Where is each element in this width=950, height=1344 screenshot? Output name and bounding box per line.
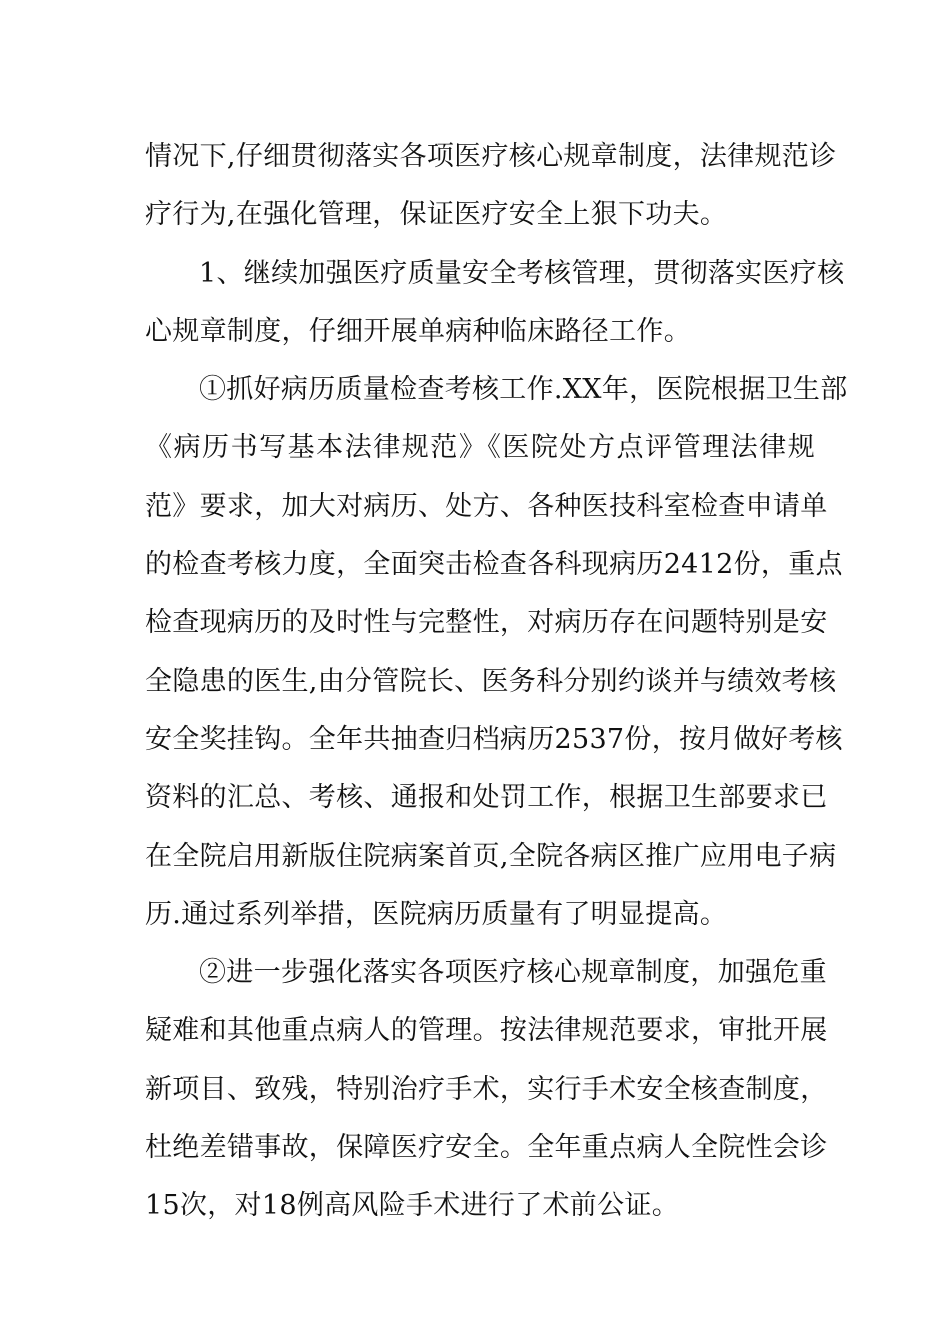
paragraph-line: 在全院启用新版住院病案首页,全院各病区推广应用电子病: [145, 840, 837, 872]
paragraph-line: 新项目、致残，特别治疗手术，实行手术安全核查制度，: [145, 1073, 828, 1105]
paragraph-line: 范》要求，加大对病历、处方、各种医技科室检查申请单: [145, 490, 828, 522]
paragraph-line: 资料的汇总、考核、通报和处罚工作，根据卫生部要求已: [145, 782, 828, 814]
paragraph-line: 情况下,仔细贯彻落实各项医疗核心规章制度，法律规范诊: [145, 141, 837, 172]
paragraph-line: 15次，对18例高风险手术进行了术前公证。: [145, 1190, 680, 1222]
paragraph-line: 的检查考核力度，全面突击检查各科现病历2412份，重点: [145, 549, 843, 581]
paragraph-line: 疗行为,在强化管理，保证医疗安全上狠下功夫。: [145, 199, 728, 231]
paragraph-line: ②进一步强化落实各项医疗核心规章制度，加强危重: [199, 957, 827, 989]
paragraph-line: ①抓好病历质量检查考核工作.XX年，医院根据卫生部: [199, 374, 848, 406]
paragraph-line: 全隐患的医生,由分管院长、医务科分别约谈并与绩效考核: [145, 665, 837, 697]
paragraph-line: 1、继续加强医疗质量安全考核管理，贯彻落实医疗核: [199, 257, 845, 289]
body-text: [145, 128, 848, 1236]
paragraph-line: 疑难和其他重点病人的管理。按法律规范要求，审批开展: [145, 1015, 828, 1047]
paragraph-line: 杜绝差错事故，保障医疗安全。全年重点病人全院性会诊: [145, 1132, 828, 1164]
paragraph-line: 心规章制度，仔细开展单病种临床路径工作。: [145, 315, 691, 347]
paragraph-line: 安全奖挂钩。全年共抽查归档病历2537份，按月做好考核: [145, 723, 843, 755]
paragraph-line: 历.通过系列举措，医院病历质量有了明显提高。: [145, 898, 728, 930]
paragraph-line: 《病历书写基本法律规范》《医院处方点评管理法律规: [145, 432, 815, 464]
paragraph-line: 检查现病历的及时性与完整性，对病历存在问题特别是安: [145, 607, 828, 639]
